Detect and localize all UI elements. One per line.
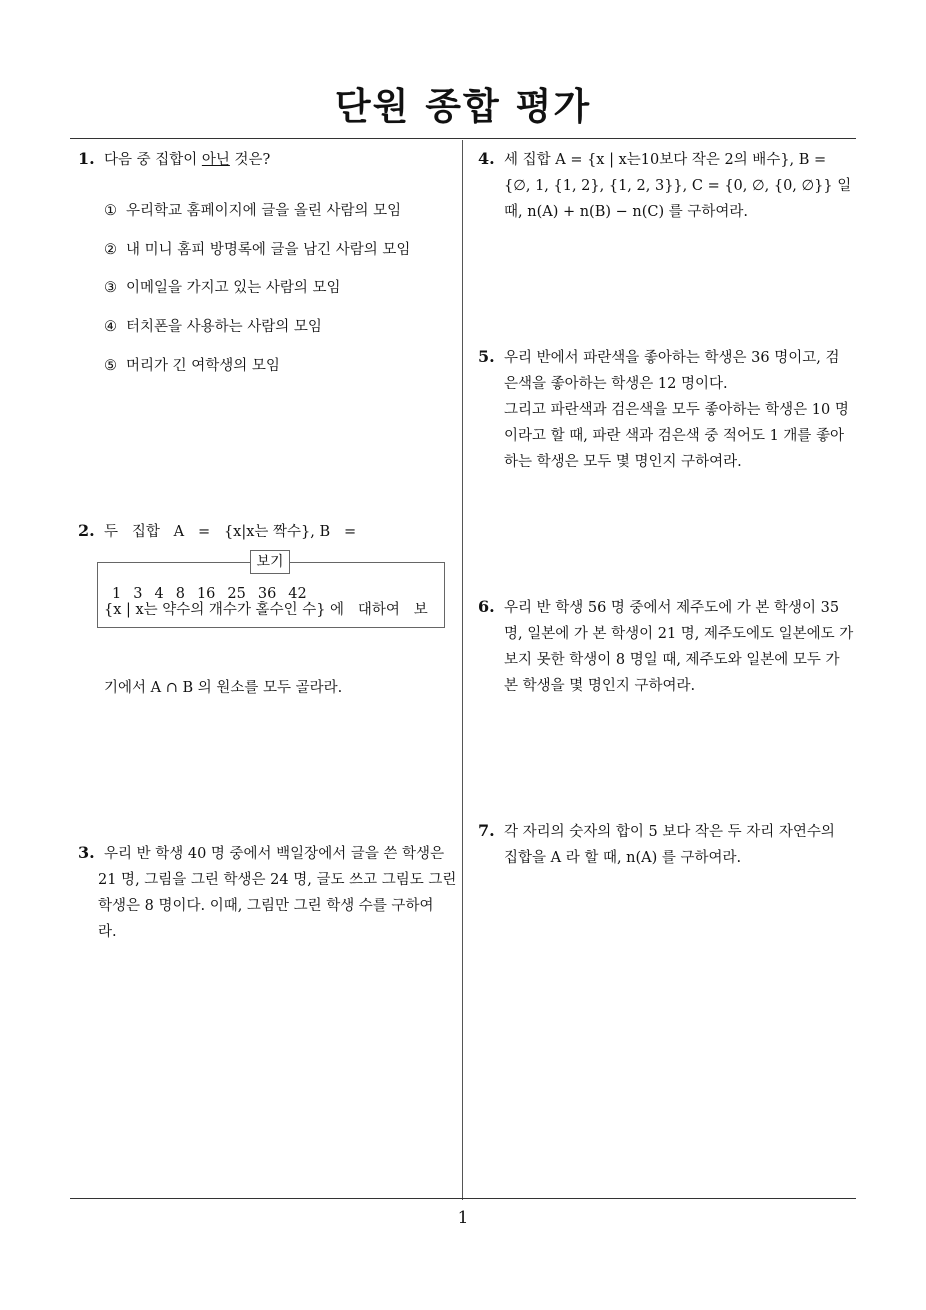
example-values <box>112 586 319 602</box>
top-divider <box>70 138 856 139</box>
choice-text: 이메일을 가지고 있는 사람의 모임 <box>126 280 341 296</box>
question-line: 하는 학생은 모두 몇 명인지 구하여라. <box>504 454 742 470</box>
choice-2 <box>104 240 410 260</box>
question-text: 각 자리의 숫자의 합이 5 보다 작은 두 자리 자연수의 <box>504 824 835 840</box>
example-value: 4 <box>154 586 164 602</box>
question-line <box>478 594 858 621</box>
question-line: 21 명, 그림을 그린 학생은 24 명, 글도 쓰고 그림도 그린 <box>98 872 457 888</box>
column-divider <box>462 140 463 1200</box>
question-line: 그리고 파란색과 검은색을 모두 좋아하는 학생은 10 명 <box>504 402 849 418</box>
question-text: 세 집합 A = {x | x는10보다 작은 2의 배수}, B = <box>504 152 827 168</box>
question-1 <box>78 146 458 173</box>
question-line: 명, 일본에 가 본 학생이 21 명, 제주도에도 일본에도 가 <box>504 626 854 642</box>
question-number: 7. <box>478 821 495 840</box>
bottom-divider <box>70 1198 856 1199</box>
underlined-word: 아닌 <box>201 152 230 168</box>
question-line <box>478 146 858 173</box>
question-text: 두 집합 A = {x|x는 짝수}, B = <box>104 524 357 540</box>
choice-1 <box>104 201 401 221</box>
example-box-label: 보기 <box>250 550 290 574</box>
question-line: 이라고 할 때, 파란 색과 검은색 중 적어도 1 개를 좋아 <box>504 428 845 444</box>
question-line: {x | x는 약수의 개수가 홀수인 수} 에 대하여 보 <box>104 602 428 618</box>
choice-3 <box>104 278 341 298</box>
example-value: 16 <box>196 586 216 602</box>
question-5 <box>478 344 858 475</box>
question-line: 집합을 A 라 할 때, n(A) 를 구하여라. <box>504 850 742 866</box>
question-text-part: 다음 중 집합이 <box>104 152 202 168</box>
question-text: 우리 반 학생 56 명 중에서 제주도에 가 본 학생이 35 <box>504 600 840 616</box>
choice-text: 머리가 긴 여학생의 모임 <box>126 358 280 374</box>
choice-mark: ④ <box>104 319 117 335</box>
page-title: 단원 종합 평가 <box>334 85 592 128</box>
example-value: 1 <box>112 586 122 602</box>
question-6 <box>478 594 858 699</box>
question-line <box>478 818 858 845</box>
question-text: 우리 반 학생 40 명 중에서 백일장에서 글을 쓴 학생은 <box>104 846 445 862</box>
question-3 <box>78 840 460 945</box>
question-text <box>104 152 270 168</box>
question-line <box>78 840 460 867</box>
choice-4 <box>104 317 322 337</box>
example-value: 25 <box>227 586 246 602</box>
question-number: 4. <box>478 149 495 168</box>
choice-text: 우리학교 홈페이지에 글을 올린 사람의 모임 <box>126 203 402 219</box>
choice-mark: ⑤ <box>104 358 117 374</box>
question-text: 우리 반에서 파란색을 좋아하는 학생은 36 명이고, 검 <box>504 350 840 366</box>
question-number: 1. <box>78 149 95 168</box>
question-number: 3. <box>78 843 95 862</box>
question-4 <box>478 146 858 225</box>
question-line: 보지 못한 학생이 8 명일 때, 제주도와 일본에 모두 가 <box>504 652 840 668</box>
choice-text: 터치폰을 사용하는 사람의 모임 <box>126 319 322 335</box>
choice-text: 내 미니 홈피 방명록에 글을 남긴 사람의 모임 <box>126 242 411 258</box>
choice-mark: ③ <box>104 280 117 296</box>
question-text-part: 것은? <box>229 152 271 168</box>
choice-mark: ① <box>104 203 117 219</box>
example-value: 36 <box>257 586 277 602</box>
choice-5 <box>104 356 280 376</box>
question-line: 학생은 8 명이다. 이때, 그림만 그린 학생 수를 구하여 <box>98 898 434 914</box>
page-number: 1 <box>457 1208 469 1228</box>
question-line: {∅, 1, {1, 2}, {1, 2, 3}}, C = {0, ∅, {0, ∅}} 일 <box>504 178 852 194</box>
example-value: 3 <box>133 586 143 602</box>
choice-mark: ② <box>104 242 117 258</box>
question-7 <box>478 818 858 871</box>
question-line: 본 학생을 몇 명인지 구하여라. <box>504 678 696 694</box>
question-number: 5. <box>478 347 495 366</box>
example-value: 8 <box>175 586 185 602</box>
question-number: 6. <box>478 597 495 616</box>
question-number: 2. <box>78 521 95 540</box>
question-line: 때, n(A) + n(B) − n(C) 를 구하여라. <box>504 204 749 220</box>
question-line: 라. <box>98 924 117 940</box>
question-line: 은색을 좋아하는 학생은 12 명이다. <box>504 376 728 392</box>
example-value: 42 <box>288 586 307 602</box>
question-line: 기에서 A ∩ B 의 원소를 모두 골라라. <box>104 680 343 696</box>
question-line <box>78 518 458 545</box>
question-line <box>478 344 858 371</box>
